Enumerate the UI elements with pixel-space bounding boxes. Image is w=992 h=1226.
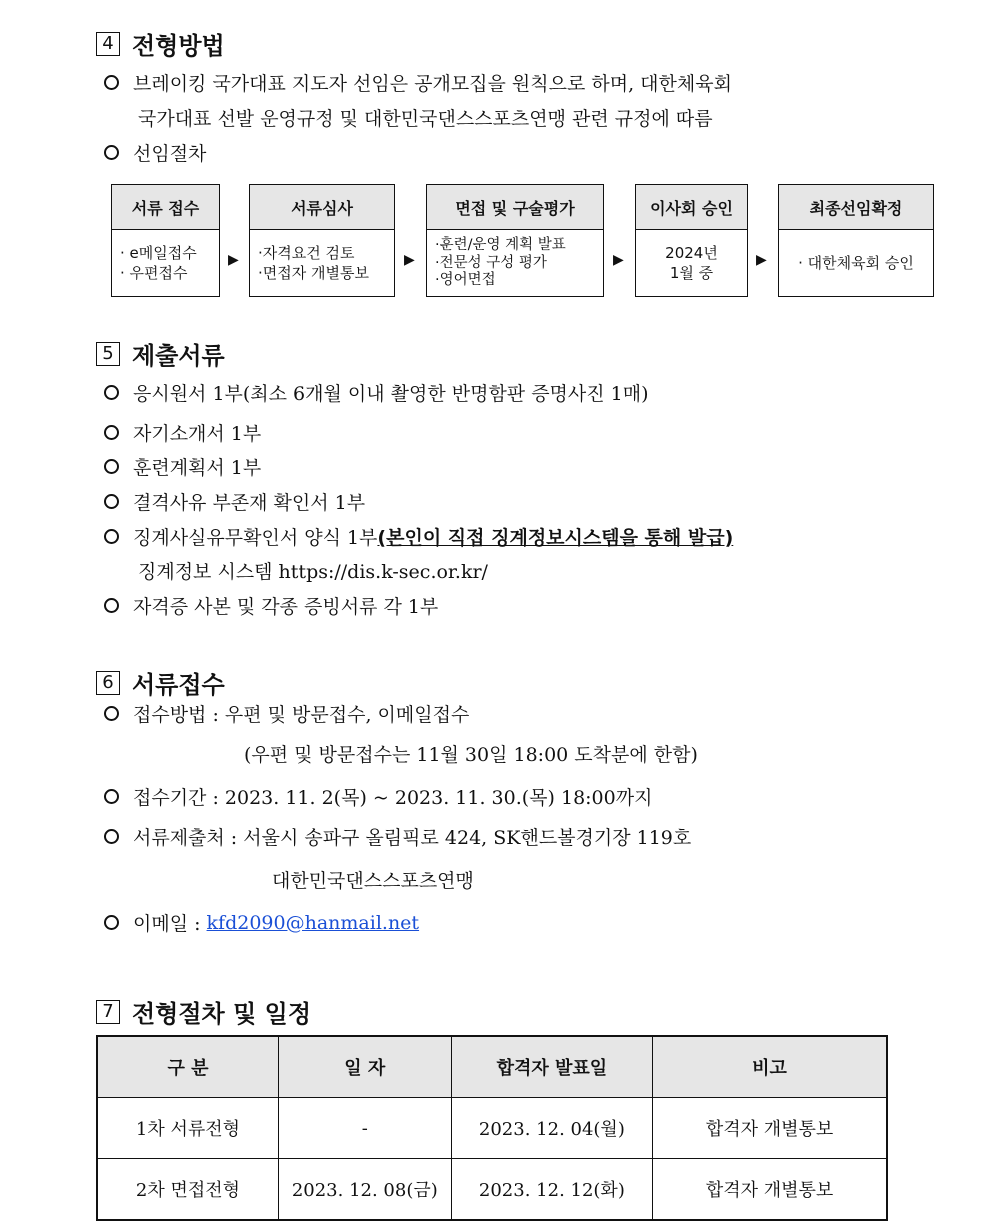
bullet-icon (104, 385, 119, 400)
bullet-icon (104, 459, 119, 474)
table-row (97, 1098, 887, 1159)
table-cell: 1차 서류전형 (97, 1098, 278, 1159)
section-4-title (96, 26, 225, 61)
section-heading: 전형방법 (132, 32, 225, 60)
list-item: 징계사실유무확인서 양식 1부 (본인이 직접 징계정보시스템을 통해 발급) (96, 523, 733, 550)
flow-step-3: 면접 및 구술평가 ·훈련/운영 계획 발표 ·전문성 구성 평가 ·영어면접 (426, 184, 604, 297)
section-number: 4 (96, 32, 120, 56)
flow-step-title: 서류 접수 (112, 185, 219, 230)
list-item: 훈련계획서 1부 (96, 453, 261, 480)
bullet-icon (104, 145, 119, 160)
column-header: 일 자 (278, 1036, 451, 1098)
list-item: 선임절차 (96, 139, 206, 166)
flow-step-4: 이사회 승인 2024년 1월 중 (635, 184, 748, 297)
email-link[interactable]: kfd2090@hanmail.net (206, 911, 420, 934)
arrow-right-icon: ▶ (756, 252, 767, 268)
table-cell: 2023. 12. 08(금) (278, 1159, 451, 1221)
list-item: 브레이킹 국가대표 지도자 선임은 공개모집을 원칙으로 하며, 대한체육회 (96, 69, 732, 96)
column-header: 구 분 (97, 1036, 278, 1098)
list-item-continuation: 국가대표 선발 운영규정 및 대한민국댄스스포츠연맹 관련 규정에 따름 (138, 108, 713, 130)
bullet-icon (104, 789, 119, 804)
list-item-continuation: 징계정보 시스템 https://dis.k-sec.or.kr/ (138, 561, 488, 583)
table-row (97, 1159, 887, 1221)
bullet-icon (104, 529, 119, 544)
list-item: 결격사유 부존재 확인서 1부 (96, 488, 365, 515)
bullet-icon (104, 425, 119, 440)
method-note: (우편 및 방문접수는 11월 30일 18:00 도착분에 한함) (244, 744, 698, 766)
bullet-icon (104, 75, 119, 90)
section-number: 6 (96, 671, 120, 695)
section-heading: 제출서류 (132, 342, 225, 370)
bullet-icon (104, 706, 119, 721)
section-6-title (96, 665, 225, 700)
list-item: 자격증 사본 및 각종 증빙서류 각 1부 (96, 592, 438, 619)
bullet-icon (104, 494, 119, 509)
list-item: 응시원서 1부(최소 6개월 이내 촬영한 반명함판 증명사진 1매) (96, 379, 649, 406)
arrow-right-icon: ▶ (613, 252, 624, 268)
flow-step-title: 서류심사 (250, 185, 394, 230)
flow-step-2: 서류심사 ·자격요건 검토 ·면접자 개별통보 (249, 184, 395, 297)
flow-step-5: 최종선임확정 · 대한체육회 승인 (778, 184, 934, 297)
section-7-title (96, 994, 311, 1029)
flow-step-1: 서류 접수 · e메일접수 · 우편접수 (111, 184, 220, 297)
table-cell: - (278, 1098, 451, 1159)
bullet-icon (104, 829, 119, 844)
flow-step-title: 이사회 승인 (636, 185, 747, 230)
list-item: 서류제출처 : 서울시 송파구 올림픽로 424, SK핸드볼경기장 119호 (96, 823, 691, 850)
table-cell: 2차 면접전형 (97, 1159, 278, 1221)
list-item: 접수방법 : 우편 및 방문접수, 이메일접수 (96, 700, 469, 727)
bullet-icon (104, 915, 119, 930)
section-heading: 전형절차 및 일정 (132, 1000, 311, 1028)
flow-step-title: 면접 및 구술평가 (427, 185, 603, 230)
list-item: 이메일 : kfd2090@hanmail.net (96, 909, 419, 936)
section-5-title (96, 336, 225, 371)
list-item: 자기소개서 1부 (96, 419, 261, 446)
emphasis-note: (본인이 직접 징계정보시스템을 통해 발급) (377, 527, 734, 549)
bullet-icon (104, 598, 119, 613)
table-cell: 2023. 12. 12(화) (451, 1159, 653, 1221)
schedule-table (96, 1035, 888, 1221)
section-heading: 서류접수 (132, 671, 225, 699)
arrow-right-icon: ▶ (228, 252, 239, 268)
flow-step-title: 최종선임확정 (779, 185, 933, 230)
table-cell: 합격자 개별통보 (653, 1098, 887, 1159)
column-header: 비고 (653, 1036, 887, 1098)
place-continuation: 대한민국댄스스포츠연맹 (272, 870, 474, 892)
arrow-right-icon: ▶ (404, 252, 415, 268)
column-header: 합격자 발표일 (451, 1036, 653, 1098)
table-cell: 2023. 12. 04(월) (451, 1098, 653, 1159)
table-header-row (97, 1036, 887, 1098)
section-number: 7 (96, 1000, 120, 1024)
table-cell: 합격자 개별통보 (653, 1159, 887, 1221)
section-number: 5 (96, 342, 120, 366)
list-item: 접수기간 : 2023. 11. 2(목) ~ 2023. 11. 30.(목) 18:00까지 (96, 783, 652, 810)
